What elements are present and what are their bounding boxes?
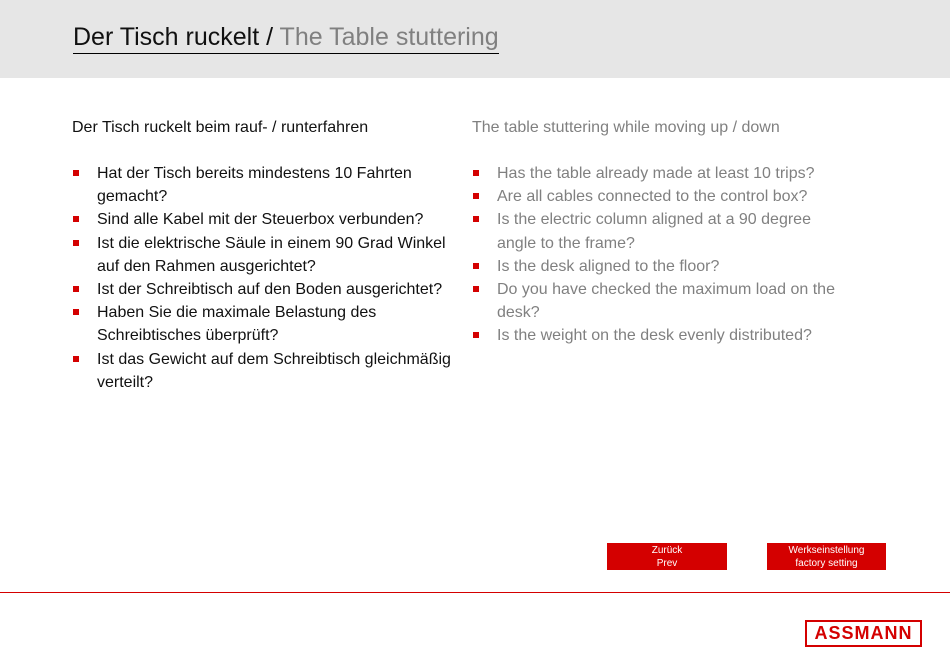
bullet-icon (473, 170, 479, 176)
factory-setting-label-german: Werkseinstellung (788, 544, 865, 556)
bullet-icon (73, 216, 79, 222)
list-item (472, 208, 852, 254)
list-item (472, 162, 852, 185)
header-bar (0, 0, 950, 78)
factory-setting-button[interactable] (767, 543, 886, 570)
list-item-text: Hat der Tisch bereits mindestens 10 Fahrten gemacht? (97, 165, 412, 206)
prev-button-label-english: Prev (656, 557, 678, 569)
list-item (472, 278, 852, 324)
list-item (72, 278, 452, 301)
list-item-text: Is the electric column aligned at a 90 degree angle to the frame? (497, 211, 811, 252)
list-item-text: Are all cables connected to the control box? (497, 188, 808, 206)
list-item-text: Sind alle Kabel mit der Steuerbox verbunden? (97, 211, 424, 229)
list-item (72, 232, 452, 278)
list-item-text: Has the table already made at least 10 trips? (497, 165, 815, 182)
prev-button[interactable] (607, 543, 727, 570)
list-item-text: Do you have checked the maximum load on the desk? (497, 281, 835, 322)
list-item (72, 301, 452, 347)
list-item-text: Is the desk aligned to the floor? (497, 257, 720, 275)
bullet-icon (473, 193, 479, 199)
factory-setting-label-english: factory setting (795, 557, 858, 569)
bullet-icon (473, 216, 479, 222)
page-title (73, 21, 499, 54)
list-item-text: Ist der Schreibtisch auf den Boden ausgerichtet? (97, 281, 443, 299)
bullet-icon (473, 286, 479, 292)
list-item (472, 255, 852, 278)
bullet-icon (73, 170, 79, 176)
list-item-text: Is the weight on the desk evenly distributed? (497, 327, 812, 345)
bullet-icon (73, 240, 79, 246)
bullet-icon (473, 332, 479, 338)
list-item-text: Ist das Gewicht auf dem Schreibtisch gleichmäßig verteilt? (97, 350, 451, 391)
bullet-icon (73, 356, 79, 362)
list-item (472, 185, 852, 208)
page-title-german: Der Tisch ruckelt / (73, 23, 280, 51)
english-heading: The table stuttering while moving up / down (472, 119, 780, 136)
list-item (472, 324, 852, 347)
list-item (72, 348, 452, 394)
bullet-icon (473, 263, 479, 269)
page-title-english: The Table stuttering (279, 23, 499, 51)
german-heading: Der Tisch ruckelt beim rauf- / runterfahren (72, 119, 369, 136)
footer-divider (0, 592, 950, 593)
assmann-logo: ASSMANN (805, 620, 922, 647)
bullet-icon (73, 286, 79, 292)
german-checklist (72, 162, 452, 394)
english-column (472, 117, 852, 348)
prev-button-label-german: Zurück (651, 544, 683, 556)
english-checklist (472, 162, 852, 348)
list-item (72, 208, 452, 231)
german-column (72, 117, 452, 394)
list-item-text: Haben Sie die maximale Belastung des Schreibtisches überprüft? (97, 304, 377, 345)
list-item-text: Ist die elektrische Säule in einem 90 Grad Winkel auf den Rahmen ausgerichtet? (97, 234, 446, 275)
list-item (72, 162, 452, 208)
bullet-icon (73, 309, 79, 315)
